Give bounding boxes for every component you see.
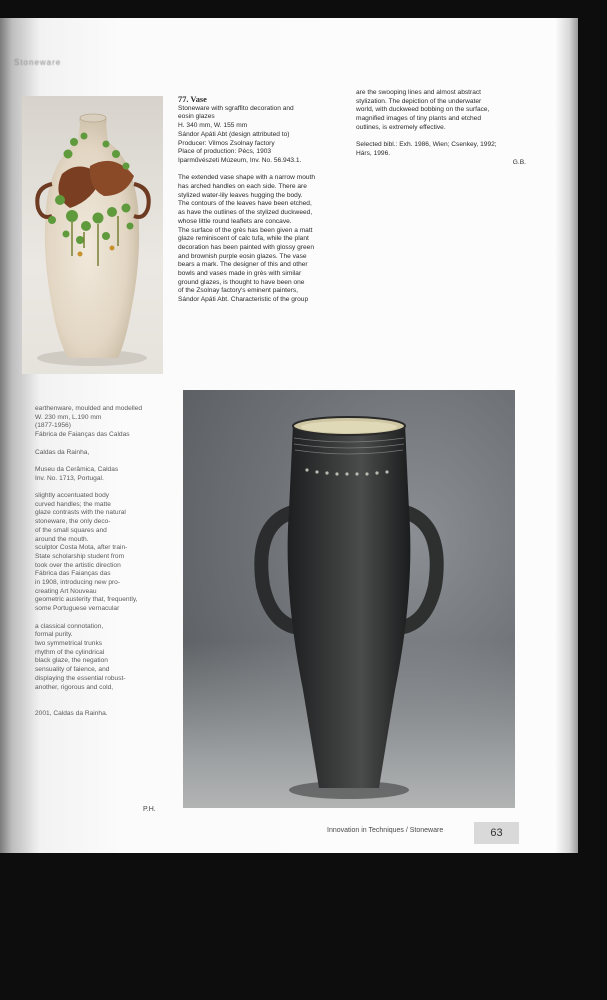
left-entry-line: [35, 701, 169, 710]
left-entry-line: geometric austerity that, frequently,: [35, 596, 138, 604]
left-entry-line: Inv. No. 1713, Portugal.: [35, 474, 104, 482]
entry-body-line: as have the outlines of the stylized duckweed,: [178, 209, 313, 217]
entry-meta-line: Stoneware with sgraffito decoration and: [178, 104, 294, 112]
left-entry-line: a classical connotation,: [35, 622, 104, 630]
entry-body-line: The surface of the grès has been given a matt: [178, 226, 313, 234]
left-entry-line: rhythm of the cylindrical: [35, 648, 105, 656]
left-author-initials: P.H.: [143, 806, 156, 813]
left-entry-line: in 1908, introducing new pro-: [35, 579, 121, 587]
running-footer: Innovation in Techniques / Stoneware: [327, 827, 444, 834]
catalogue-entry: [178, 96, 348, 305]
left-entry-line: sensuality of faience, and: [35, 666, 110, 674]
running-header: Stoneware: [14, 58, 62, 67]
left-entry-line: W. 230 mm, L.190 mm: [35, 413, 102, 421]
left-entry-line: [35, 440, 169, 449]
left-entry-line: creating Art Nouveau: [35, 587, 97, 595]
entry-body-line: and brownish purple eosin glazes. The vase: [178, 252, 307, 260]
left-entry-line: [35, 457, 169, 466]
vase-illustration-1: [22, 96, 163, 374]
left-entry-line: earthenware, moulded and modelled: [35, 405, 143, 412]
left-entry-line: around the mouth.: [35, 535, 89, 543]
bibliography-line: Selected bibl.: Exh. 1986, Wien; Csenkey, 1992;: [356, 141, 497, 149]
left-entry-line: Fábrica de Faianças das Caldas: [35, 431, 130, 439]
entry-body-line: The contours of the leaves have been etched,: [178, 200, 312, 208]
entry-body-line: ground glazes, is thought to have been one: [178, 278, 305, 286]
entry-body-line: whose little round leaflets are concave.: [178, 217, 292, 225]
page-edge: [556, 18, 578, 853]
entry-body-line: glaze reminiscent of calc tufa, while the plant: [178, 235, 309, 243]
continuation-line: outlines, is extremely effective.: [356, 123, 446, 131]
left-entry-line: glaze contrasts with the natural: [35, 509, 126, 517]
left-entry-line: two symmetrical trunks: [35, 639, 103, 647]
entry-body-line: decoration has been painted with glossy green: [178, 243, 314, 251]
left-entry-line: [35, 692, 169, 701]
entry-body-line: bowls and vases made in grès with similar: [178, 270, 302, 278]
entry-meta-line: H. 340 mm, W. 155 mm: [178, 122, 248, 130]
entry-body-line: stylized water-lily leaves hugging the body.: [178, 191, 303, 199]
catalogue-entry-continued: [356, 89, 526, 167]
left-entry-line: Museu da Cerâmica, Caldas: [35, 465, 119, 473]
vase-illustration-2: [183, 390, 515, 808]
entry-meta-line: Sándor Apáti Abt (design attributed to): [178, 130, 290, 138]
continuation-line: world, with duckweed bobbing on the surface,: [356, 106, 490, 114]
left-entry-line: formal purity.: [35, 631, 73, 639]
continuation-line: are the swooping lines and almost abstract: [356, 89, 481, 96]
left-entry-line: [35, 614, 169, 623]
left-entry-line: stoneware, the only deco-: [35, 518, 111, 526]
left-entry-line: Fábrica das Faianças das: [35, 570, 111, 578]
left-entry-line: [35, 483, 169, 492]
entry-body-line: of the Zsolnay factory's eminent painters,: [178, 287, 299, 295]
entry-meta-line: Producer: Vilmos Zsolnay factory: [178, 139, 275, 147]
left-entry-line: sculptor Costa Mota, after train-: [35, 544, 128, 552]
author-initials: G.B.: [512, 158, 526, 166]
continuation-line: stylization. The depiction of the underwater: [356, 97, 482, 105]
left-catalogue-entry: [35, 405, 169, 718]
entry-title: 77. Vase: [178, 95, 207, 104]
left-entry-line: some Portuguese vernacular: [35, 605, 120, 613]
bibliography-line: Hárs, 1996.: [356, 149, 391, 157]
entry-meta-line: Iparművészeti Múzeum, Inv. No. 56.943.1.: [178, 156, 302, 164]
entry-body-line: bears a mark. The designer of this and other: [178, 261, 308, 269]
left-entry-line: of the small squares and: [35, 526, 107, 534]
entry-meta-line: Place of production: Pécs, 1903: [178, 148, 272, 156]
left-entry-line: black glaze, the negation: [35, 657, 108, 665]
entry-body-line: has arched handles on each side. There are: [178, 183, 307, 191]
left-entry-line: another, rigorous and cold,: [35, 683, 114, 691]
entry-meta-line: eosin glazes: [178, 113, 215, 121]
left-entry-line: 2001, Caldas da Rainha.: [35, 709, 108, 717]
photo-zsolnay-vase: [22, 96, 163, 374]
left-entry-line: (1877-1956): [35, 422, 71, 430]
left-entry-line: Caldas da Rainha,: [35, 448, 90, 456]
left-entry-line: took over the artistic direction: [35, 561, 121, 569]
continuation-line: magnified images of tiny plants and etched: [356, 115, 481, 123]
entry-body-line: Sándor Apáti Abt. Characteristic of the group: [178, 296, 309, 304]
entry-body-line: The extended vase shape with a narrow mouth: [178, 174, 316, 182]
page-number: 63: [474, 822, 519, 844]
left-entry-line: displaying the essential robust-: [35, 674, 126, 682]
left-entry-line: slightly accentuated body: [35, 492, 110, 500]
photo-dark-stoneware-vase: [183, 390, 515, 808]
left-entry-line: State scholarship student from: [35, 552, 125, 560]
left-entry-line: curved handles; the matte: [35, 500, 111, 508]
